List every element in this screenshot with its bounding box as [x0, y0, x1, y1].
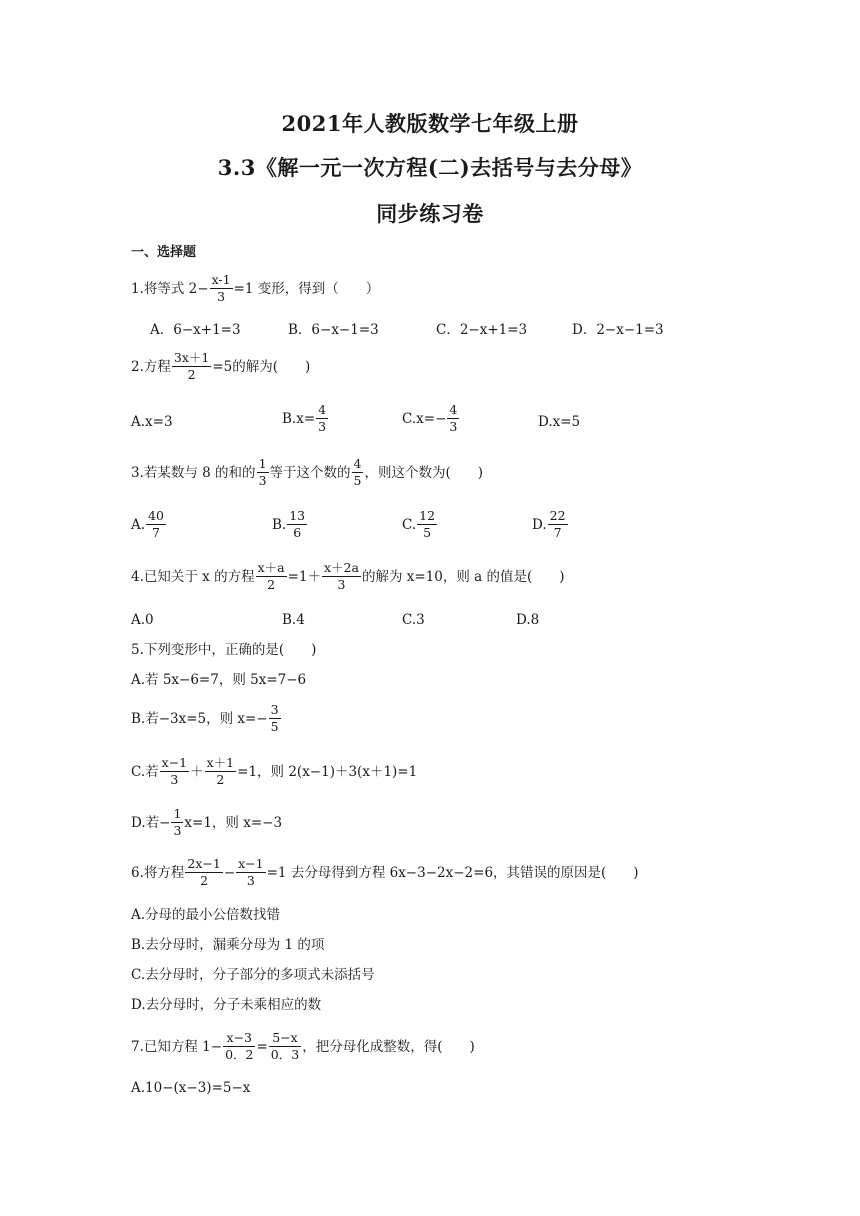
- q5-option-c-fraction-2: [205, 755, 237, 788]
- q3-numerator-1: 1: [258, 456, 267, 471]
- q3-option-b: [272, 508, 308, 541]
- q3-fraction-1: [257, 456, 269, 489]
- q3-numerator-2: 4: [353, 456, 362, 471]
- q2-numerator: 3x＋1: [173, 350, 210, 365]
- q3-option-c-label: C.: [402, 516, 417, 533]
- q2-text-pre: 2.方程: [131, 358, 171, 375]
- q4-numerator-1: x＋a: [257, 560, 285, 575]
- q5-option-a: A.若 5x−6=7，则 5x=7−6: [131, 672, 307, 688]
- q3-option-d-denominator: 7: [553, 525, 562, 540]
- q7-numerator-2: 5−x: [269, 1030, 301, 1047]
- q2-option-b-numerator: 4: [318, 402, 327, 417]
- q5-option-d-numerator: 1: [173, 806, 182, 821]
- q1-option-c: C．2−x+1=3: [436, 322, 528, 338]
- q4-fraction-2: [322, 560, 361, 593]
- question-3-stem: [131, 456, 483, 489]
- q3-option-c: [402, 508, 438, 541]
- q5-option-c-text-pre: C.若: [131, 763, 159, 780]
- q7-numerator-1: x−3: [223, 1030, 255, 1047]
- q7-text-post: ，把分母化成整数，得( ): [302, 1038, 475, 1055]
- q3-option-d-numerator: 22: [549, 508, 566, 523]
- doc-title-line2: 3.3《解一元一次方程(二)去括号与去分母》: [217, 155, 643, 180]
- q7-denominator-1: 0．2: [225, 1047, 254, 1062]
- q5-option-b: [131, 702, 282, 735]
- q3-text-post: ，则这个数为( ): [364, 464, 484, 481]
- q6-fraction-1: [185, 856, 222, 889]
- q3-option-a-numerator: 40: [148, 508, 164, 523]
- q5-option-b-text: B.若−3x=5，则 x=−: [131, 710, 268, 727]
- q2-option-d: D.x=5: [538, 414, 581, 430]
- q3-option-b-denominator: 6: [293, 525, 302, 540]
- q6-numerator-1: 2x−1: [187, 856, 221, 871]
- q2-option-c-denominator: 3: [449, 419, 458, 434]
- q6-text-post: =1 去分母得到方程 6x−3−2x−2=6，其错误的原因是( ): [266, 864, 639, 881]
- q4-text-pre: 4.已知关于 x 的方程: [131, 568, 255, 585]
- q4-option-c: C.3: [402, 612, 425, 628]
- q1-numerator: x-1: [211, 272, 231, 287]
- q5-option-c-text-mid: ＋: [190, 763, 204, 780]
- question-2-stem: [131, 350, 310, 383]
- q4-denominator-2: 3: [337, 577, 346, 592]
- q4-option-b: B.4: [282, 612, 305, 628]
- q2-option-c-label: C.x=−: [402, 410, 447, 427]
- question-1-stem: [131, 272, 379, 305]
- q4-fraction-1: [256, 560, 287, 593]
- q4-numerator-2: x＋2a: [324, 560, 359, 575]
- q4-text-mid: =1＋: [287, 568, 321, 585]
- q6-option-a: A.分母的最小公倍数找错: [131, 907, 281, 923]
- q2-denominator: 2: [187, 367, 196, 382]
- q3-option-a: [131, 508, 167, 541]
- q2-option-b-fraction: [316, 402, 328, 435]
- q3-text-mid: 等于这个数的: [269, 464, 351, 481]
- q2-fraction: [172, 350, 211, 383]
- q6-denominator-2: 3: [246, 873, 255, 888]
- q5-option-d-fraction: [171, 806, 183, 839]
- q2-text-post: =5的解为( ): [212, 358, 311, 375]
- q7-text-mid: =: [256, 1038, 268, 1055]
- q3-option-a-fraction: [146, 508, 166, 541]
- q3-option-c-numerator: 12: [419, 508, 436, 523]
- q5-option-c-denominator-2: 2: [216, 772, 225, 787]
- q1-option-d: D．2−x−1=3: [572, 322, 664, 338]
- question-6-stem: [131, 856, 639, 889]
- question-4-stem: [131, 560, 565, 593]
- q2-option-a: A.x=3: [131, 414, 173, 430]
- q6-text-pre: 6.将方程: [131, 864, 185, 881]
- q1-fraction: [210, 272, 233, 305]
- q7-option-a: A.10−(x−3)=5−x: [131, 1080, 251, 1096]
- q5-option-c: [131, 755, 417, 788]
- q5-option-c-numerator-2: x＋1: [206, 755, 235, 770]
- q2-option-b: [282, 402, 329, 435]
- q2-option-c-numerator: 4: [449, 402, 458, 417]
- q3-fraction-2: [352, 456, 364, 489]
- q3-option-c-denominator: 5: [423, 525, 432, 540]
- doc-title-line1: 2021年人教版数学七年级上册: [281, 111, 579, 136]
- q6-option-d: D.去分母时，分子未乘相应的数: [131, 997, 322, 1013]
- q5-option-b-denominator: 5: [270, 719, 279, 734]
- q6-text-mid: −: [223, 864, 236, 881]
- q6-fraction-2: [236, 856, 265, 889]
- q5-option-c-fraction-1: [160, 755, 189, 788]
- q6-numerator-2: x−1: [238, 856, 264, 871]
- q1-text-post: =1 变形，得到（ ）: [233, 280, 380, 297]
- q5-option-b-numerator: 3: [270, 702, 279, 717]
- q4-text-post: 的解为 x=10，则 a 的值是( ): [361, 568, 565, 585]
- q5-option-d-denominator: 3: [173, 823, 182, 838]
- q4-denominator-1: 2: [267, 577, 276, 592]
- q7-fraction-1: [223, 1030, 255, 1063]
- q3-denominator-2: 5: [353, 473, 362, 488]
- q6-option-c: C.去分母时，分子部分的多项式未添括号: [131, 967, 375, 983]
- q6-denominator-1: 2: [200, 873, 209, 888]
- q3-option-c-fraction: [417, 508, 437, 541]
- q7-text-pre: 7.已知方程 1−: [131, 1038, 223, 1055]
- q3-option-d-fraction: [548, 508, 568, 541]
- question-5-stem: 5.下列变形中，正确的是( ): [131, 642, 317, 658]
- q3-option-a-label: A.: [131, 516, 146, 533]
- q4-option-a: A.0: [131, 612, 154, 628]
- q1-denominator: 3: [217, 289, 226, 304]
- q6-option-b: B.去分母时，漏乘分母为 1 的项: [131, 937, 325, 953]
- q5-option-c-denominator-1: 3: [170, 772, 179, 787]
- doc-title-line3: 同步练习卷: [376, 201, 484, 226]
- q5-option-b-fraction: [269, 702, 281, 735]
- q7-denominator-2: 0．3: [270, 1047, 300, 1062]
- q3-denominator-1: 3: [258, 473, 267, 488]
- section-heading-choice: 一、选择题: [131, 245, 197, 260]
- question-7-stem: [131, 1030, 475, 1063]
- q3-option-b-fraction: [287, 508, 307, 541]
- q4-option-d: D.8: [516, 612, 540, 628]
- q3-text-pre: 3.若某数与 8 的和的: [131, 464, 256, 481]
- q3-option-b-numerator: 13: [289, 508, 306, 523]
- q5-option-d: [131, 806, 282, 839]
- q3-option-d-label: D.: [532, 516, 547, 533]
- q5-option-c-numerator-1: x−1: [161, 755, 188, 770]
- q3-option-a-denominator: 7: [152, 525, 160, 540]
- q1-text-pre: 1.将等式 2−: [131, 280, 209, 297]
- q2-option-b-denominator: 3: [318, 419, 327, 434]
- q1-option-b: B．6−x−1=3: [288, 322, 379, 338]
- q5-option-d-text-pre: D.若−: [131, 814, 171, 831]
- q2-option-b-label: B.x=: [282, 410, 316, 427]
- q2-option-c: [402, 402, 460, 435]
- q3-option-d: [532, 508, 569, 541]
- q5-option-d-text-post: x=1，则 x=−3: [184, 814, 283, 831]
- q2-option-c-fraction: [447, 402, 459, 435]
- q1-option-a: A．6−x+1=3: [150, 322, 241, 338]
- q5-option-c-text-post: =1，则 2(x−1)＋3(x＋1)=1: [237, 763, 418, 780]
- q7-fraction-2: [269, 1030, 301, 1063]
- q3-option-b-label: B.: [272, 516, 287, 533]
